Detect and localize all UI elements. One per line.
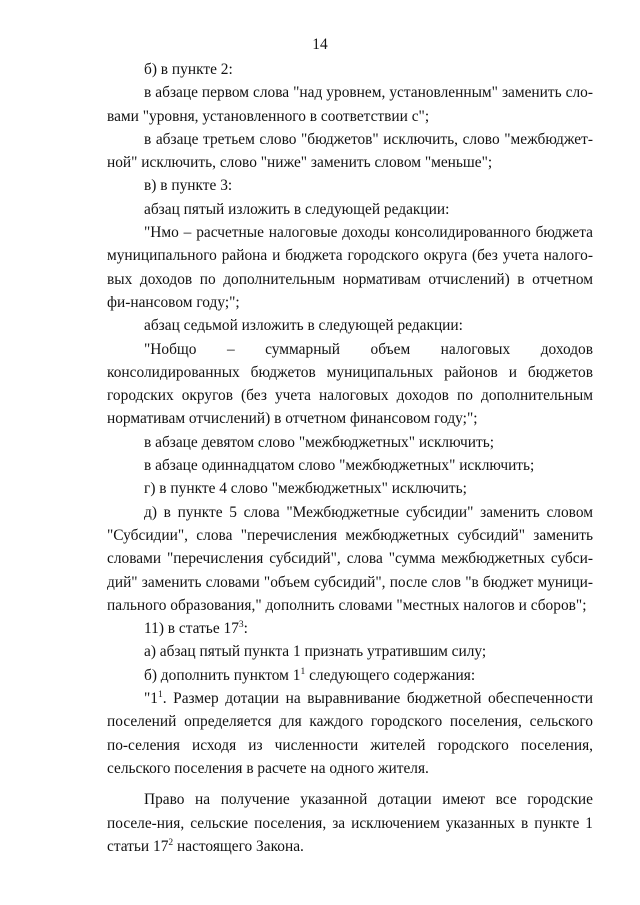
paragraph-text-continuation: следующего содержания:	[305, 666, 476, 684]
superscript: 3	[238, 620, 244, 631]
paragraph	[107, 81, 593, 128]
paragraph	[107, 174, 593, 197]
paragraph	[107, 687, 593, 780]
paragraph-text: в абзаце девятом слово "межбюджетных" исключить;	[144, 433, 495, 451]
paragraph-text: д) в пункте 5 слова "Межбюджетные субсидии" заменить словом "Субсидии", слова "перечисления межбюджетных субсидий" заменить словами "перечисления субсидий", слова "сумма межбюджетных субси-дий" заменить словами "объем субсидий", после слов "в бюджет муници-пального образования," дополнить словами "местных налогов и сборов";	[107, 503, 593, 614]
paragraph-text: 11) в статье 17	[144, 620, 239, 638]
paragraph-text: в) в пункте 3:	[144, 177, 233, 195]
paragraph	[107, 128, 593, 175]
paragraph-text: в абзаце третьем слово "бюджетов" исключить, слово "межбюджет-ной" исключить, слово "ниже" заменить словом "меньше";	[107, 130, 593, 172]
superscript: 2	[168, 837, 174, 848]
paragraph	[107, 338, 593, 431]
paragraph-text-continuation: настоящего Закона.	[173, 837, 304, 855]
paragraph	[107, 198, 593, 221]
paragraph	[107, 221, 593, 314]
paragraph-text: г) в пункте 4 слово "межбюджетных" исключить;	[144, 480, 467, 498]
paragraph-text: б) в пункте 2:	[144, 61, 233, 78]
document-body	[107, 58, 593, 858]
superscript: 1	[300, 666, 306, 677]
paragraph	[107, 477, 593, 500]
paragraph-text: абзац седьмой изложить в следующей редакции:	[144, 317, 463, 335]
paragraph-text: б) дополнить пунктом 1	[144, 666, 301, 684]
paragraph	[107, 640, 593, 663]
paragraph-text: "1	[144, 690, 158, 708]
paragraph-text: "Нобщо – суммарный объем налоговых доходов консолидированных бюджетов муниципальных районов и бюджетов городских округов (без учета налоговых доходов по дополнительным нормативам отчислений) в отчетном финансовом году;";	[107, 340, 593, 428]
page-number: 14	[312, 36, 328, 53]
paragraph-text: абзац пятый изложить в следующей редакции:	[144, 200, 450, 218]
paragraph	[107, 58, 593, 81]
paragraph-text: "Нмо – расчетные налоговые доходы консолидированного бюджета муниципального района и бюджета городского округа (без учета налого-вых доходов по дополнительным нормативам отчислений) в отчетном фи-нансовом году;";	[107, 224, 593, 311]
paragraph-text-continuation: . Размер дотации на выравнивание бюджетной обеспеченности поселений определяется для каждого городского поселения, сельского по-селения исходя из численности жителей городского поселения, сельского поселения в расчете на одного жителя.	[107, 690, 593, 777]
paragraph	[107, 664, 593, 687]
paragraph	[107, 617, 593, 640]
paragraph	[107, 501, 593, 617]
paragraph-text-continuation: :	[243, 620, 248, 638]
paragraph-text: в абзаце одиннадцатом слово "межбюджетных" исключить;	[144, 457, 535, 475]
paragraph-text: Право на получение указанной дотации имеют все городские поселе-ния, сельские поселения, за исключением указанных в пункте 1 статьи 17	[107, 791, 593, 855]
paragraph-text: а) абзац пятый пункта 1 признать утратившим силу;	[144, 643, 487, 661]
paragraph	[107, 788, 593, 858]
superscript: 1	[157, 690, 163, 701]
paragraph	[107, 314, 593, 337]
paragraph-text: в абзаце первом слова "над уровнем, установленным" заменить сло-вами "уровня, установленного в соответствии с";	[107, 84, 593, 125]
paragraph	[107, 454, 593, 477]
paragraph	[107, 431, 593, 454]
